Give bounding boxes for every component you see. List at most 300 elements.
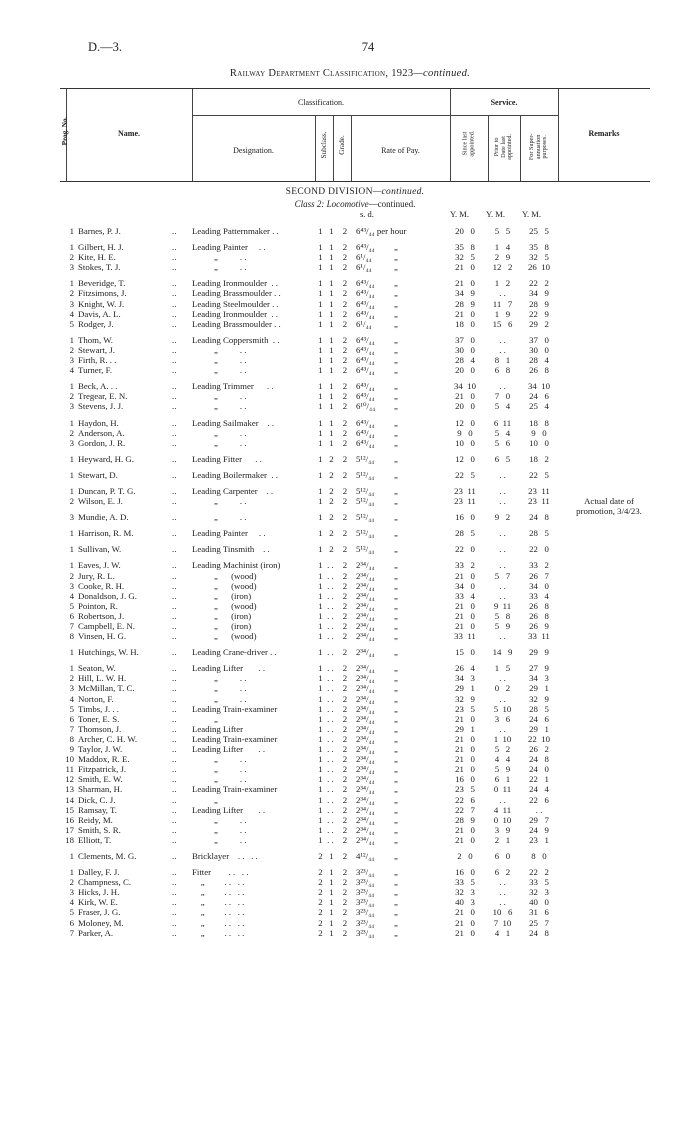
cell-dots: ..	[172, 262, 177, 273]
cell-dots: ..	[172, 496, 177, 507]
cell-name: Clements, M. G.	[78, 850, 137, 861]
header-prior-to: Prior to Date last appointed.	[493, 133, 514, 160]
cell-des: „ (wood)	[192, 631, 257, 642]
cell-s2: 6 0	[494, 850, 511, 861]
cell-gr: 2	[342, 907, 348, 918]
header-subclass: Subclass.	[320, 131, 328, 159]
cell-ph: „	[394, 590, 398, 601]
cell-rate: 2³⁴/₄₄	[356, 683, 375, 694]
cell-rate: 2³⁴/₄₄	[356, 824, 375, 835]
cell-no: 1	[69, 850, 74, 861]
cell-dots: ..	[172, 703, 177, 714]
cell-s2: 3 9	[494, 824, 511, 835]
cell-gr: 2	[342, 242, 348, 253]
cell-dots: ..	[172, 877, 177, 888]
cell-s3: 24 9	[529, 824, 549, 835]
cell-s3: 9 0	[531, 427, 547, 438]
cell-name: Ramsay, T.	[78, 804, 117, 815]
cell-des: Leading Brassmoulder . .	[192, 288, 281, 299]
cell-no: 10	[65, 754, 74, 765]
class-heading: Class 2: Locomotive—continued.	[294, 199, 416, 209]
cell-rate: 2³⁴/₄₄	[356, 590, 375, 601]
cell-no: 3	[69, 298, 74, 309]
cell-name: Fitzpatrick, J.	[78, 764, 127, 775]
cell-s2: 1 9	[494, 308, 511, 319]
cell-dots: ..	[172, 580, 177, 591]
cell-s1: 21 0	[455, 610, 475, 621]
cell-rate: 2³⁴/₄₄	[356, 774, 375, 785]
cell-name: Stewart, J.	[78, 344, 115, 355]
cell-name: Toner, E. S.	[78, 713, 120, 724]
row-group	[60, 470, 650, 480]
header-grade: Grade.	[338, 135, 346, 155]
row-group	[60, 663, 650, 845]
cell-gr: 2	[342, 610, 348, 621]
cell-rate: 6¹/₄₄	[356, 262, 372, 273]
cell-gr: 2	[342, 288, 348, 299]
cell-dots: ..	[172, 560, 177, 571]
table-row	[60, 319, 650, 329]
cell-s1: 21 0	[455, 308, 475, 319]
cell-name: Knight, W. J.	[78, 298, 125, 309]
cell-s2: . .	[499, 344, 506, 355]
cell-no: 8	[69, 631, 74, 642]
cell-name: Davis, A. L.	[78, 308, 121, 319]
cell-s3: 35 8	[529, 242, 549, 253]
cell-no: 8	[69, 733, 74, 744]
cell-sub: 1 . .	[318, 610, 334, 621]
cell-s2: 0 2	[494, 683, 511, 694]
cell-des: „ (iron)	[192, 610, 252, 621]
cell-no: 6	[69, 917, 74, 928]
cell-dots: ..	[172, 544, 177, 555]
cell-des: „ . .	[192, 764, 247, 775]
cell-s1: 33 5	[455, 877, 475, 888]
cell-des: Leading Sailmaker . .	[192, 417, 275, 428]
cell-s3: 22 2	[529, 278, 549, 289]
cell-rate: 6⁴³/₄₄	[356, 298, 375, 309]
cell-s1: 21 0	[455, 391, 475, 402]
cell-no: 17	[65, 824, 74, 835]
cell-rate: 2³⁴/₄₄	[356, 570, 375, 581]
cell-name: Cooke, R. H.	[78, 580, 125, 591]
cell-sub: 2 1	[318, 897, 334, 908]
cell-rate: 2³⁴/₄₄	[356, 744, 375, 755]
cell-s2: 5 5	[494, 226, 511, 236]
cell-no: 4	[69, 308, 74, 319]
cell-name: Wilson, E. J.	[78, 496, 123, 507]
cell-sub: 1 . .	[318, 621, 334, 631]
cell-gr: 2	[342, 744, 348, 755]
header-prog-no: Prog. No.	[61, 116, 69, 146]
cell-ph: „	[394, 391, 398, 402]
cell-sub: 1 . .	[318, 744, 334, 755]
cell-s3: 33 4	[529, 590, 549, 601]
cell-rate: 2³⁴/₄₄	[356, 713, 375, 724]
cell-s1: 29 1	[455, 683, 475, 694]
cell-s2: . .	[499, 469, 506, 480]
cell-rate: 5¹²/₄₄	[356, 528, 375, 539]
cell-gr: 2	[342, 355, 348, 366]
cell-name: Haydon, H.	[78, 417, 119, 428]
cell-rate: 5¹²/₄₄	[356, 544, 375, 555]
cell-name: Dalley, F. J.	[78, 867, 120, 878]
cell-s3: 32 5	[529, 252, 549, 263]
cell-gr: 2	[342, 723, 348, 734]
cell-ph: „	[394, 907, 398, 918]
cell-s1: 21 0	[455, 927, 475, 938]
cell-rate: 6⁴³/₄₄	[356, 242, 375, 253]
cell-name: Hutchings, W. H.	[78, 647, 139, 658]
cell-s3: 34 0	[529, 580, 549, 591]
cell-name: Parker, A.	[78, 927, 114, 938]
cell-gr: 2	[342, 485, 348, 496]
cell-dots: ..	[172, 417, 177, 428]
cell-no: 7	[69, 927, 74, 938]
cell-ph: „	[394, 663, 398, 674]
cell-s1: 40 3	[455, 897, 475, 908]
cell-rem: Actual date of promotion, 3/4/23.	[576, 496, 642, 517]
cell-dots: ..	[172, 437, 177, 448]
division-heading: SECOND DIVISION—continued.	[285, 187, 425, 197]
cell-des: „ . .	[192, 774, 247, 785]
cell-s2: . .	[499, 334, 506, 345]
table-row	[60, 470, 650, 480]
cell-gr: 2	[342, 927, 348, 938]
cell-sub: 1 1	[318, 401, 334, 412]
cell-dots: ..	[172, 512, 177, 523]
cell-sub: 2 1	[318, 917, 334, 928]
table-row	[60, 795, 650, 805]
cell-no: 3	[69, 262, 74, 273]
cell-name: Duncan, P. T. G.	[78, 485, 136, 496]
table-row	[60, 418, 650, 428]
cell-s2: 5 4	[494, 401, 511, 412]
table-row	[60, 278, 650, 288]
cell-sub: 1 . .	[318, 560, 334, 571]
cell-s3: 24 8	[529, 754, 549, 765]
table-row	[60, 744, 650, 754]
header-rate: Rate of Pay.	[381, 146, 420, 155]
cell-rate: 5¹²/₄₄	[356, 453, 375, 464]
cell-name: Kirk, W. E.	[78, 897, 118, 908]
cell-rate: 2³⁴/₄₄	[356, 600, 375, 611]
cell-no: 3	[69, 580, 74, 591]
cell-name: Fraser, J. G.	[78, 907, 121, 918]
cell-dots: ..	[172, 391, 177, 402]
header-classification: Classification.	[298, 98, 344, 107]
table-row	[60, 631, 650, 641]
cell-no: 5	[69, 907, 74, 918]
cell-s2: 4 1	[494, 927, 511, 938]
cell-no: 3	[69, 887, 74, 898]
cell-des: Leading Fitter . .	[192, 453, 262, 464]
table-row	[60, 867, 650, 877]
cell-rate: 2³⁴/₄₄	[356, 733, 375, 744]
cell-s1: 21 0	[455, 907, 475, 918]
cell-dots: ..	[172, 308, 177, 319]
cell-no: 2	[69, 427, 74, 438]
cell-gr: 2	[342, 365, 348, 376]
page-number: 74	[361, 40, 375, 54]
table-row	[60, 877, 650, 887]
cell-s2: 6 8	[494, 365, 511, 376]
cell-gr: 2	[342, 774, 348, 785]
cell-des: „ (wood)	[192, 570, 257, 581]
cell-s1: 20 0	[455, 401, 475, 412]
cell-gr: 2	[342, 298, 348, 309]
cell-dots: ..	[172, 381, 177, 392]
cell-s3: 29 2	[529, 318, 549, 329]
cell-no: 2	[69, 496, 74, 507]
cell-ph: „	[394, 673, 398, 684]
cell-s3: 29 7	[529, 814, 549, 825]
cell-s2: 4 4	[494, 754, 511, 765]
unit-sd: s. d.	[360, 209, 374, 219]
header-designation: Designation.	[233, 146, 274, 155]
cell-rate: 2³⁴/₄₄	[356, 693, 375, 704]
cell-ph: „	[394, 278, 398, 289]
cell-s3: 34 3	[529, 673, 549, 684]
cell-ph: „	[394, 877, 398, 888]
cell-dots: ..	[172, 600, 177, 611]
cell-sub: 1 2	[318, 469, 334, 480]
cell-sub: 1 1	[318, 381, 334, 392]
cell-no: 11	[65, 764, 74, 775]
cell-des: Leading Machinist (iron)	[192, 560, 281, 571]
cell-s2: 7 10	[493, 917, 512, 928]
title-suffix: —continued.	[413, 68, 471, 79]
cell-dots: ..	[172, 897, 177, 908]
cell-s2: 5 10	[493, 703, 512, 714]
table-row	[60, 591, 650, 601]
cell-sub: 1 1	[318, 318, 334, 329]
cell-s3: 26 8	[529, 365, 549, 376]
cell-sub: 1 . .	[318, 723, 334, 734]
cell-sub: 1 1	[318, 262, 334, 273]
cell-s2: 1 10	[493, 733, 512, 744]
cell-no: 18	[65, 834, 74, 845]
cell-ph: „	[394, 344, 398, 355]
table-row	[60, 262, 650, 272]
cell-s2: 5 9	[494, 621, 511, 631]
cell-s3: 25 4	[529, 401, 549, 412]
cell-rate: 2³⁴/₄₄	[356, 703, 375, 714]
cell-gr: 2	[342, 570, 348, 581]
table-row	[60, 724, 650, 734]
cell-gr: 2	[342, 391, 348, 402]
cell-s1: 22 5	[455, 469, 475, 480]
cell-s3: 23 1	[529, 834, 549, 845]
cell-gr: 2	[342, 693, 348, 704]
cell-no: 13	[65, 784, 74, 795]
cell-s1: 34 10	[454, 381, 476, 392]
cell-rate: 2³⁴/₄₄	[356, 764, 375, 775]
cell-dots: ..	[172, 693, 177, 704]
cell-gr: 2	[342, 496, 348, 507]
cell-gr: 2	[342, 544, 348, 555]
cell-name: Donaldson, J. G.	[78, 590, 137, 601]
cell-rate: 2³⁴/₄₄	[356, 580, 375, 591]
cell-s2: . .	[499, 673, 506, 684]
cell-name: Smith, E. W.	[78, 774, 123, 785]
row-group	[60, 454, 650, 464]
cell-rate: 6⁴³/₄₄	[356, 334, 375, 345]
cell-s3: 26 7	[529, 570, 549, 581]
table-row	[60, 355, 650, 365]
cell-gr: 2	[342, 824, 348, 835]
cell-ph: „	[394, 713, 398, 724]
cell-no: 1	[69, 560, 74, 571]
cell-sub: 1 . .	[318, 570, 334, 581]
cell-s3: 28 9	[529, 298, 549, 309]
cell-dots: ..	[172, 365, 177, 376]
cell-des: „ (iron)	[192, 590, 252, 601]
table-header	[60, 88, 650, 182]
cell-dots: ..	[172, 298, 177, 309]
cell-des: „ . .	[192, 437, 247, 448]
table-row	[60, 560, 650, 570]
row-group	[60, 278, 650, 328]
cell-s3: 30 0	[529, 344, 549, 355]
cell-des: „ . .	[192, 834, 247, 845]
cell-s2: . .	[499, 544, 506, 555]
cell-des: „ . . . .	[192, 877, 245, 888]
cell-des: Leading Carpenter . .	[192, 485, 274, 496]
cell-gr: 2	[342, 877, 348, 888]
cell-s2: . .	[499, 528, 506, 539]
cell-sub: 1 . .	[318, 774, 334, 785]
cell-name: Timbs, J. . .	[78, 703, 119, 714]
cell-gr: 2	[342, 560, 348, 571]
table-row	[60, 825, 650, 835]
cell-s2: . .	[499, 897, 506, 908]
table-row	[60, 897, 650, 907]
table-row	[60, 734, 650, 744]
cell-dots: ..	[172, 794, 177, 805]
table-row	[60, 438, 650, 448]
table-row	[60, 242, 650, 252]
cell-des: Leading Lifter . .	[192, 744, 266, 755]
cell-dots: ..	[172, 631, 177, 642]
cell-name: Norton, F.	[78, 693, 114, 704]
table-row	[60, 704, 650, 714]
header-name: Name.	[118, 129, 140, 138]
cell-rate: 6⁴³/₄₄	[356, 355, 375, 366]
table-row	[60, 683, 650, 693]
cell-s1: 23 11	[454, 485, 476, 496]
cell-gr: 2	[342, 814, 348, 825]
cell-s1: 32 9	[455, 693, 475, 704]
cell-s1: 12 0	[455, 417, 475, 428]
cell-ph: „	[394, 887, 398, 898]
cell-des: Leading Train-examiner	[192, 784, 278, 795]
cell-gr: 2	[342, 512, 348, 523]
cell-rate: 3²³/₄₄	[356, 867, 375, 878]
cell-sub: 1 . .	[318, 600, 334, 611]
cell-rate: 3²³/₄₄	[356, 887, 375, 898]
cell-s3: 24 0	[529, 764, 549, 775]
cell-ph: „	[394, 365, 398, 376]
cell-rate: 3²³/₄₄	[356, 907, 375, 918]
cell-no: 12	[65, 774, 74, 785]
cell-s3: 40 0	[529, 897, 549, 908]
cell-no: 6	[69, 610, 74, 621]
cell-s2: . .	[499, 381, 506, 392]
row-group	[60, 851, 650, 861]
cell-s2: . .	[499, 496, 506, 507]
cell-s1: 21 0	[455, 824, 475, 835]
row-group	[60, 560, 650, 641]
cell-s1: 22 0	[455, 544, 475, 555]
cell-s3: 22 0	[529, 544, 549, 555]
cell-sub: 1 . .	[318, 683, 334, 694]
cell-ph: „	[394, 784, 398, 795]
cell-ph: „	[394, 850, 398, 861]
table-row	[60, 454, 650, 464]
cell-gr: 2	[342, 663, 348, 674]
cell-name: Turner, F.	[78, 365, 113, 376]
cell-gr: 2	[342, 647, 348, 658]
cell-des: „ (wood)	[192, 580, 257, 591]
cell-gr: 2	[342, 528, 348, 539]
cell-s1: 20 0	[455, 365, 475, 376]
cell-sub: 1 . .	[318, 784, 334, 795]
cell-name: Beveridge, T.	[78, 278, 126, 289]
cell-no: 3	[69, 401, 74, 412]
cell-s2: 11 7	[492, 298, 513, 309]
cell-sub: 1 1	[318, 427, 334, 438]
cell-gr: 2	[342, 278, 348, 289]
cell-s1: 37 0	[455, 334, 475, 345]
cell-des: „ . .	[192, 693, 247, 704]
cell-ph: „	[394, 693, 398, 704]
cell-rate: 6⁴³/₄₄	[356, 437, 375, 448]
row-group	[60, 485, 650, 517]
table-row	[60, 764, 650, 774]
cell-sub: 2 1	[318, 850, 334, 861]
cell-no: 1	[69, 485, 74, 496]
cell-s1: 2 0	[457, 850, 473, 861]
cell-name: Heyward, H. G.	[78, 453, 134, 464]
page-title	[0, 68, 700, 79]
title-main: Railway Department Classification, 1923	[229, 68, 414, 79]
cell-gr: 2	[342, 252, 348, 263]
cell-dots: ..	[172, 334, 177, 345]
cell-s1: 28 5	[455, 528, 475, 539]
cell-s1: 16 0	[455, 774, 475, 785]
table-row	[60, 918, 650, 928]
table-row	[60, 928, 650, 938]
cell-s1: 21 0	[455, 754, 475, 765]
cell-des: „ . .	[192, 683, 247, 694]
cell-ph: „	[394, 647, 398, 658]
table-row	[60, 309, 650, 319]
cell-s2: . .	[499, 590, 506, 601]
cell-ph: „	[394, 334, 398, 345]
table-row	[60, 673, 650, 683]
cell-name: Stewart, D.	[78, 469, 118, 480]
cell-dots: ..	[172, 401, 177, 412]
cell-rate: 2³⁴/₄₄	[356, 834, 375, 845]
cell-no: 4	[69, 365, 74, 376]
cell-rate: 6⁴³/₄₄	[356, 278, 375, 289]
cell-ph: „	[394, 774, 398, 785]
cell-s3: 29 1	[529, 723, 549, 734]
cell-dots: ..	[172, 427, 177, 438]
cell-sub: 1 1	[318, 308, 334, 319]
cell-gr: 2	[342, 580, 348, 591]
